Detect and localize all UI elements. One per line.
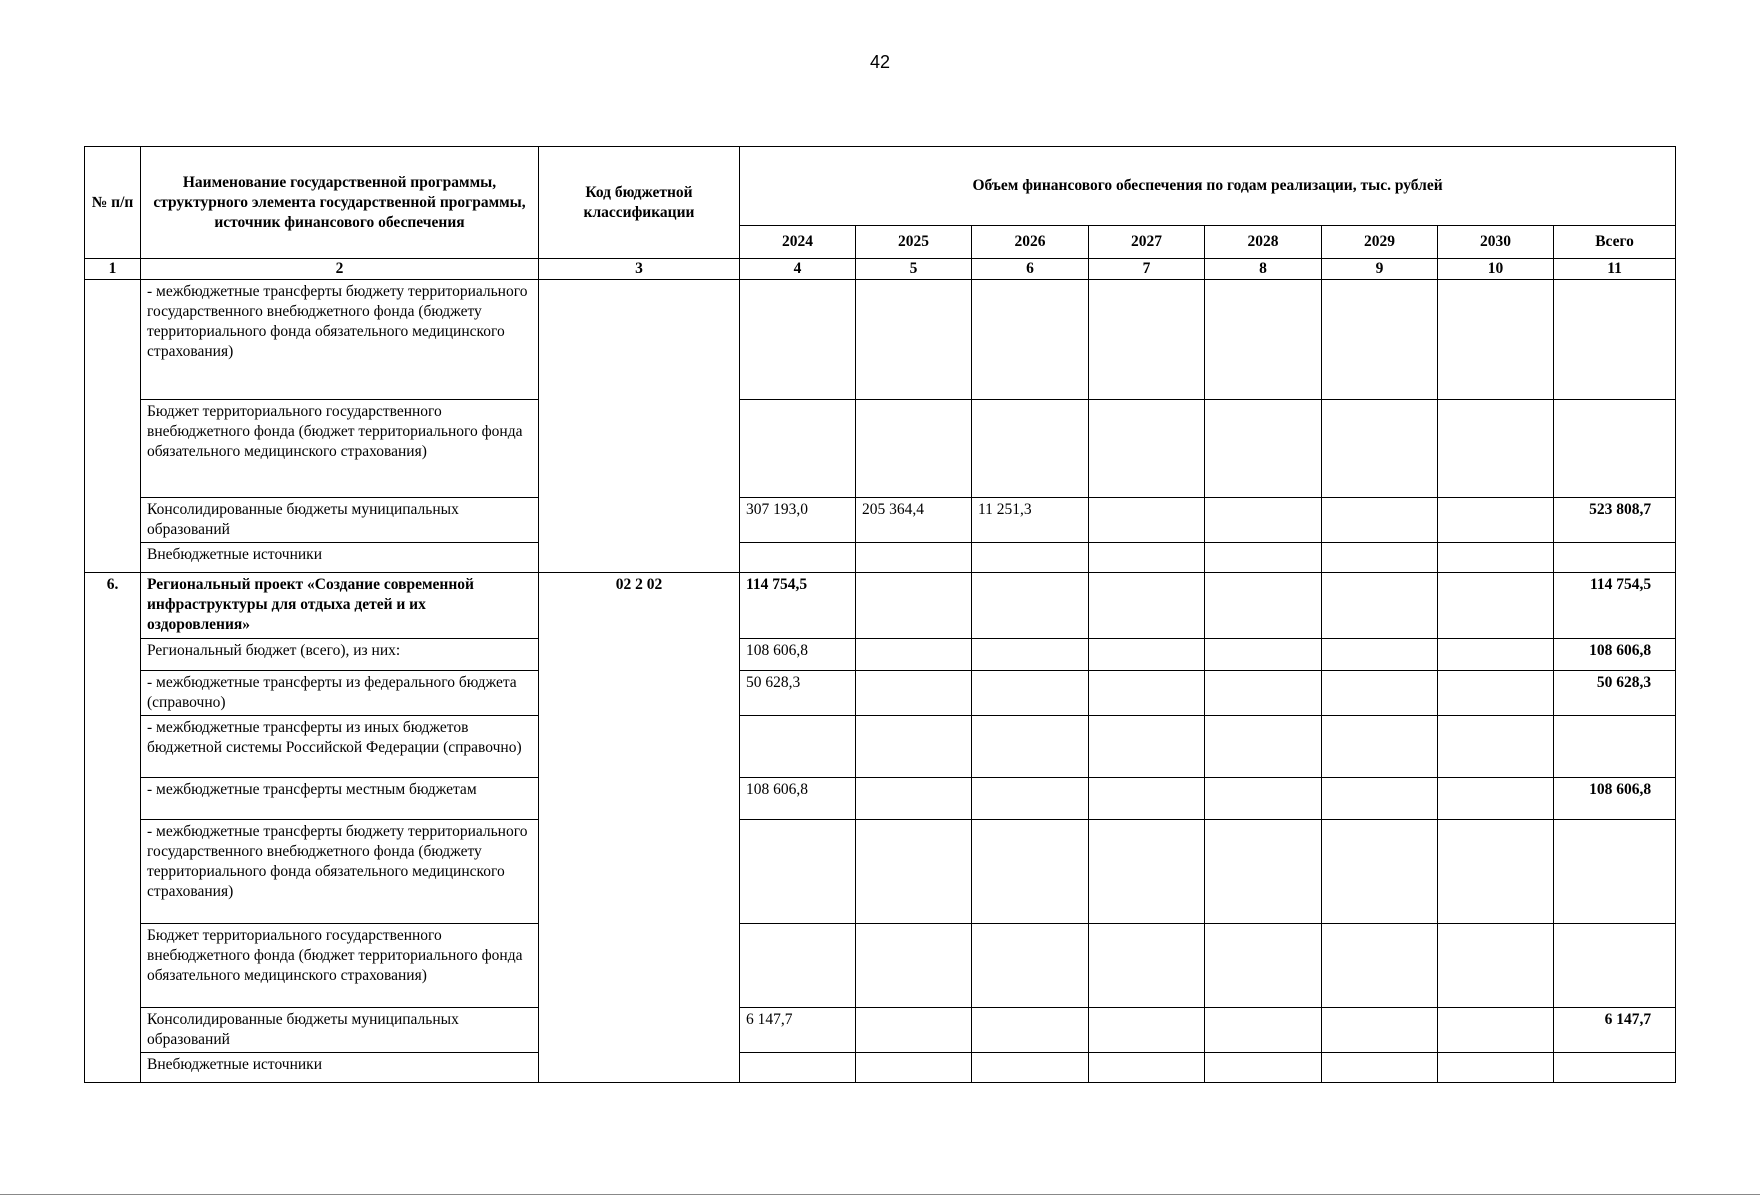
year-value-cell [1205,924,1322,1008]
year-value-cell [1438,671,1554,716]
year-value-cell: 11 251,3 [972,498,1089,543]
header-year: 2029 [1322,226,1438,259]
year-value-cell [1089,924,1205,1008]
financing-table [84,146,1676,1083]
year-value-cell [1322,716,1438,778]
table-row [85,1053,1676,1083]
source-name: Региональный бюджет (всего), из них: [141,639,539,671]
year-value-cell [972,280,1089,400]
table-row [85,820,1676,924]
source-name: - межбюджетные трансферты бюджету территориального государственного внебюджетного фонда (бюджету территориального фонда обязательного медицинского страхования) [141,820,539,924]
budget-code: 02 2 02 [539,573,740,1083]
header-code: Код бюджетной классификации [539,147,740,259]
year-value-cell [856,716,972,778]
year-value-cell: 108 606,8 [740,778,856,820]
source-name: Консолидированные бюджеты муниципальных образований [141,1008,539,1053]
table-row [85,778,1676,820]
year-value-cell [856,1053,972,1083]
year-value-cell [740,924,856,1008]
year-value-cell [740,820,856,924]
row-number: 6. [85,573,141,1083]
year-value-cell [972,820,1089,924]
table-row [85,400,1676,498]
year-value-cell [972,716,1089,778]
page-bottom-rule [0,1194,1760,1195]
year-value-cell [1089,820,1205,924]
year-value-cell [1089,716,1205,778]
year-value-cell [1089,1008,1205,1053]
year-value-cell [972,778,1089,820]
year-value-cell [1089,543,1205,573]
column-index: 3 [539,259,740,280]
column-index: 11 [1554,259,1676,280]
budget-code [539,280,740,573]
source-name: Бюджет территориального государственного внебюджетного фонда (бюджет территориального фонда обязательного медицинского страхования) [141,924,539,1008]
source-name: - межбюджетные трансферты из иных бюджетов бюджетной системы Российской Федерации (справочно) [141,716,539,778]
total-value-cell [1554,820,1676,924]
header-year: 2024 [740,226,856,259]
header-year: 2030 [1438,226,1554,259]
source-name: - межбюджетные трансферты бюджету территориального государственного внебюджетного фонда (бюджету территориального фонда обязательного медицинского страхования) [141,280,539,400]
year-value-cell [856,778,972,820]
year-value-cell [1438,543,1554,573]
total-value-cell [1554,716,1676,778]
year-value-cell [1089,1053,1205,1083]
column-index: 10 [1438,259,1554,280]
year-value-cell [1322,778,1438,820]
total-value-cell: 523 808,7 [1554,498,1676,543]
table-row [85,543,1676,573]
total-value-cell: 50 628,3 [1554,671,1676,716]
year-value-cell [1205,716,1322,778]
header-number: № п/п [85,147,141,259]
year-value-cell [856,671,972,716]
year-value-cell: 114 754,5 [740,573,856,639]
total-value-cell [1554,924,1676,1008]
table-row [85,716,1676,778]
year-value-cell [1322,1008,1438,1053]
year-value-cell: 108 606,8 [740,639,856,671]
year-value-cell [1205,639,1322,671]
column-index: 6 [972,259,1089,280]
year-value-cell [972,924,1089,1008]
year-value-cell [1438,1008,1554,1053]
header-year: 2026 [972,226,1089,259]
year-value-cell [972,573,1089,639]
year-value-cell [972,543,1089,573]
total-value-cell: 108 606,8 [1554,639,1676,671]
year-value-cell [1438,280,1554,400]
year-value-cell [1205,400,1322,498]
header-volume: Объем финансового обеспечения по годам реализации, тыс. рублей [740,147,1676,226]
year-value-cell [1322,280,1438,400]
column-index: 9 [1322,259,1438,280]
row-number [85,280,141,573]
year-value-cell [1438,400,1554,498]
year-value-cell [1438,924,1554,1008]
total-value-cell [1554,1053,1676,1083]
year-value-cell [1322,820,1438,924]
year-value-cell [1205,671,1322,716]
source-name: Региональный проект «Создание современной инфраструктуры для отдыха детей и их оздоровления» [141,573,539,639]
year-value-cell: 50 628,3 [740,671,856,716]
table-row [85,498,1676,543]
year-value-cell [1438,639,1554,671]
table-row [85,924,1676,1008]
year-value-cell [740,1053,856,1083]
year-value-cell [972,639,1089,671]
total-value-cell: 6 147,7 [1554,1008,1676,1053]
year-value-cell [1205,1053,1322,1083]
year-value-cell [856,573,972,639]
year-value-cell [1205,820,1322,924]
table-row [85,671,1676,716]
total-value-cell: 114 754,5 [1554,573,1676,639]
financing-table-container [84,146,1676,1083]
year-value-cell: 6 147,7 [740,1008,856,1053]
year-value-cell: 307 193,0 [740,498,856,543]
year-value-cell [1089,280,1205,400]
header-year: 2028 [1205,226,1322,259]
year-value-cell [856,543,972,573]
year-value-cell [1089,573,1205,639]
year-value-cell [1322,671,1438,716]
year-value-cell [972,671,1089,716]
source-name: Бюджет территориального государственного внебюджетного фонда (бюджет территориального фонда обязательного медицинского страхования) [141,400,539,498]
header-total: Всего [1554,226,1676,259]
header-year: 2027 [1089,226,1205,259]
year-value-cell [1322,924,1438,1008]
column-index: 4 [740,259,856,280]
table-row [85,1008,1676,1053]
year-value-cell [1205,573,1322,639]
year-value-cell [1322,639,1438,671]
year-value-cell [1089,498,1205,543]
total-value-cell: 108 606,8 [1554,778,1676,820]
column-index-row [85,259,1676,280]
year-value-cell [1322,400,1438,498]
year-value-cell [1205,543,1322,573]
total-value-cell [1554,280,1676,400]
table-row [85,280,1676,400]
year-value-cell [1089,778,1205,820]
column-index: 7 [1089,259,1205,280]
year-value-cell [1438,716,1554,778]
column-index: 2 [141,259,539,280]
year-value-cell [740,280,856,400]
year-value-cell [1089,671,1205,716]
year-value-cell [856,820,972,924]
year-value-cell [856,924,972,1008]
year-value-cell [740,716,856,778]
source-name: Внебюджетные источники [141,543,539,573]
year-value-cell [1205,778,1322,820]
year-value-cell [1089,639,1205,671]
column-index: 1 [85,259,141,280]
source-name: Внебюджетные источники [141,1053,539,1083]
column-index: 5 [856,259,972,280]
year-value-cell [1089,400,1205,498]
total-value-cell [1554,543,1676,573]
table-body [85,259,1676,1083]
table-row [85,639,1676,671]
year-value-cell [1438,820,1554,924]
year-value-cell [740,400,856,498]
year-value-cell [856,280,972,400]
source-name: - межбюджетные трансферты из федерального бюджета (справочно) [141,671,539,716]
year-value-cell [740,543,856,573]
year-value-cell: 205 364,4 [856,498,972,543]
table-row [85,573,1676,639]
total-value-cell [1554,400,1676,498]
year-value-cell [856,639,972,671]
header-name: Наименование государственной программы, структурного элемента государственной программы, источник финансового обеспечения [141,147,539,259]
year-value-cell [1322,573,1438,639]
year-value-cell [972,400,1089,498]
source-name: - межбюджетные трансферты местным бюджетам [141,778,539,820]
year-value-cell [1438,778,1554,820]
year-value-cell [856,400,972,498]
header-row [85,147,1676,226]
year-value-cell [1322,543,1438,573]
year-value-cell [972,1008,1089,1053]
column-index: 8 [1205,259,1322,280]
year-value-cell [1205,280,1322,400]
year-value-cell [1438,1053,1554,1083]
year-value-cell [856,1008,972,1053]
header-year: 2025 [856,226,972,259]
page-number: 42 [869,52,891,72]
year-value-cell [972,1053,1089,1083]
year-value-cell [1438,573,1554,639]
year-value-cell [1205,498,1322,543]
year-value-cell [1438,498,1554,543]
year-value-cell [1205,1008,1322,1053]
year-value-cell [1322,1053,1438,1083]
year-value-cell [1322,498,1438,543]
source-name: Консолидированные бюджеты муниципальных образований [141,498,539,543]
